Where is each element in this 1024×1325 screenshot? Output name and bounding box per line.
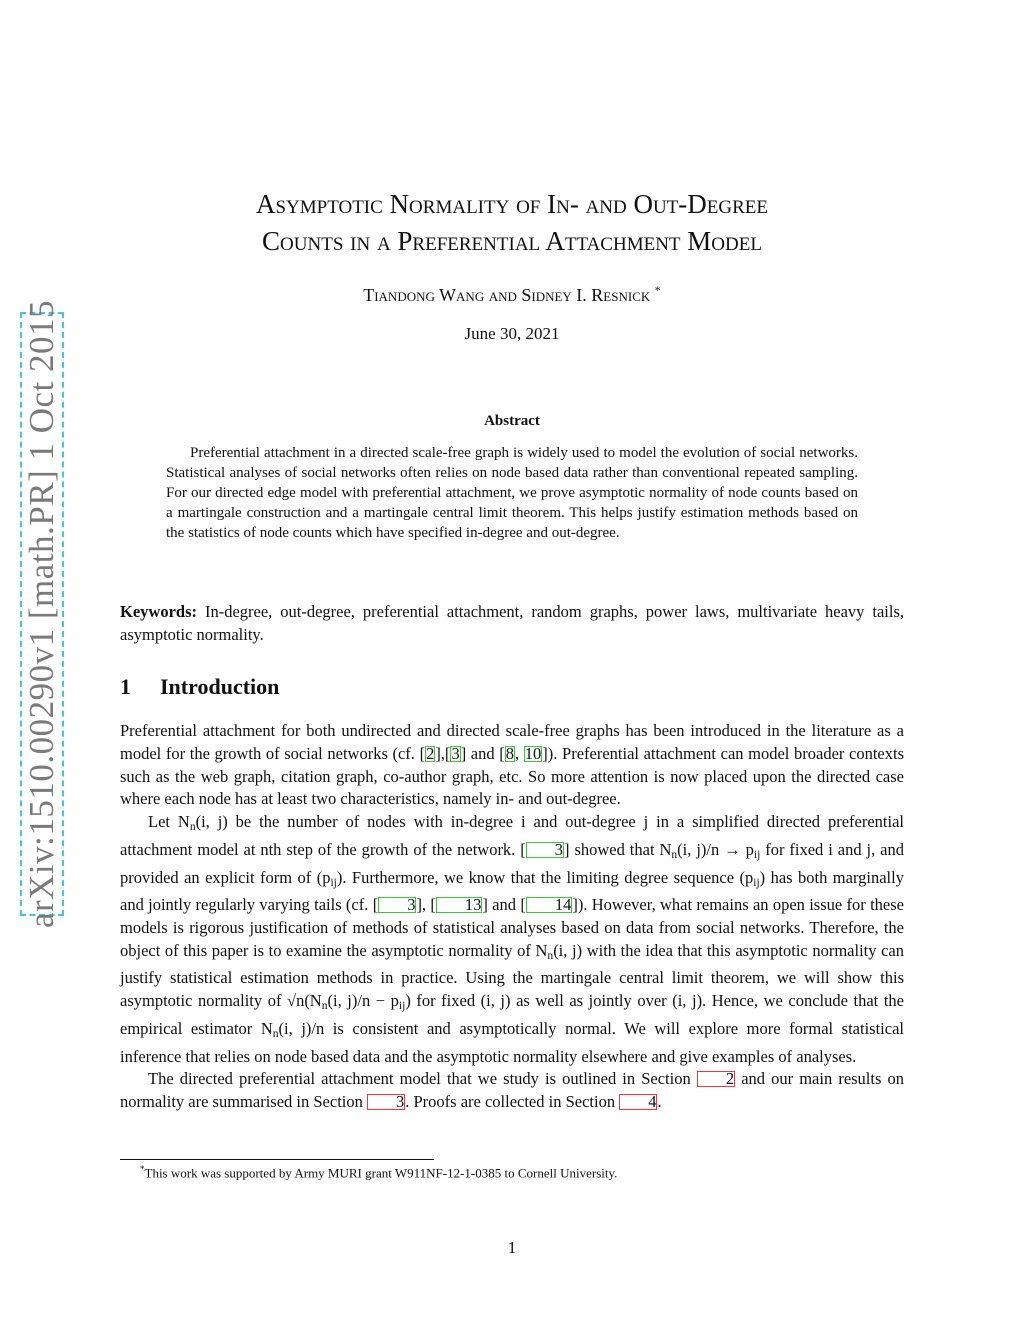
text-run: (i, j)/n is consistent and asymptotically normal. We will explore more formal statistical inference that relies on node based data and the asymptotic normality elsewhere and give examples of analyses. — [120, 1018, 904, 1066]
paragraph — [120, 1068, 904, 1114]
text-run: (i, j) with the idea that this asymptotic normality can justify statistical estimation methods in practice. Using the martingale central limit theorem, we will show this asymptotic normality of √n(N — [120, 940, 905, 1011]
text-run: for fixed i and j, and provided an explicit form of (p — [120, 839, 904, 887]
author-footnote-mark[interactable]: * — [654, 283, 661, 297]
author-names: Tiandong Wang and Sidney I. Resnick — [363, 285, 651, 305]
text-run: showed that N — [569, 839, 672, 859]
introduction-body — [120, 720, 904, 1114]
paragraph: Preferential attachment for both undirected and directed scale-free graphs has been introduced in the literature as a model for the growth of social networks (cf. [2],[3] and [8, 10]). Preferential attachment can model broader contexts such as the web graph, citation graph, co-author graph, etc. So more attention is now placed upon the directed case where each node has at least two characteristics, namely in- and out-degree. — [120, 721, 905, 809]
citation-link[interactable]: 3 — [526, 842, 564, 858]
section-link[interactable]: 2 — [697, 1071, 735, 1087]
text-run: ) for fixed (i, j) as well as jointly over (i, j). Hence, we conclude that the empirical estimator N — [120, 991, 904, 1038]
footnote-text: This work was supported by Army MURI grant W911NF-12-1-0385 to Cornell University. — [144, 1165, 618, 1181]
citation-link[interactable]: 3 — [451, 743, 460, 763]
citation-link[interactable]: 10 — [524, 743, 542, 763]
section-heading — [120, 674, 279, 700]
text-run: The directed preferential attachment model that we study is outlined in Section — [148, 1069, 697, 1089]
paper-title — [120, 186, 904, 260]
text-run: ). Furthermore, we know that the limiting degree sequence (p — [336, 867, 754, 887]
citation-link[interactable]: 8 — [505, 743, 515, 763]
citation-link[interactable]: 14 — [526, 897, 573, 913]
text-run: (i, j)/n − p — [327, 991, 399, 1011]
arxiv-stamp — [20, 299, 64, 929]
title-line-2: Counts in a Preferential Attachment Model — [262, 226, 762, 256]
paragraph: Let $N_n(i$, j) be the number of nodes with in-degree i and out-degree j in a simplified directed preferential attachment model at nth step of the growth of the network. [ 3] showed that $N_n(i$, $j)/n \to p_{ij}$ for fixed i and j, and provided an explicit form of $(p_{ij})$. Furthermore, we know that the limiting degree sequence $(p_{ij})$ has both marginally and jointly regularly varying tails (cf. [ 3], [ 13] and [ 14]). However, what remains an open issue for these models is rigorous justification of methods of statistical analyses based on data from social networks. Therefore, the object of this paper is to examine the asymptotic normality of $N_n(i$, j) with the idea that this asymptotic normality can justify statistical estimation methods in practice. Using the martingale central limit theorem, we will show this asymptotic normality of $√n(N_n(i$, $j)/n - p_{ij}$) for fixed (i, j) as well as jointly over (i, j). Hence, we conclude that the empirical estimator $N_n(i$, j)/n is consistent and asymptotically normal. We will explore more formal statistical inference that relies on node based data and the asymptotic normality elsewhere and give examples of analyses. — [120, 812, 905, 1066]
text-run: and our main results on normality are summarised in Section — [120, 1069, 905, 1112]
section-link[interactable]: 4 — [619, 1094, 657, 1110]
footnote-mark: * — [140, 1164, 145, 1174]
text-run: Preferential attachment for both undirected and directed scale-free graphs has been introduced in the literature as a model for the growth of social networks (cf. — [120, 721, 904, 763]
paper-date: June 30, 2021 — [464, 324, 560, 343]
footnote-rule — [120, 1159, 434, 1160]
footnote — [140, 1164, 617, 1181]
section-link[interactable]: 3 — [367, 1094, 405, 1110]
abstract-text: Preferential attachment in a directed scale-free graph is widely used to model the evolution of social networks. Statistical analyses of social networks often relies on node based data rather than conventional repeated sampling. For our directed edge model with preferential attachment, we prove asymptotic normality of node counts based on a martingale construction and a martingale central limit theorem. This helps justify estimation methods based on the statistics of node counts which have specified in-degree and out-degree. — [166, 445, 858, 541]
title-line-1: Asymptotic Normality of In- and Out-Degree — [255, 189, 769, 219]
text-run: . Proofs are collected in Section — [405, 1092, 620, 1112]
abstract-heading: Abstract — [484, 413, 540, 429]
citation-link[interactable]: 13 — [436, 897, 483, 913]
keywords-text: In-degree, out-degree, preferential attachment, random graphs, power laws, multivariate heavy tails, asymptotic normality. — [120, 602, 904, 644]
keywords — [120, 600, 904, 646]
text-run: ) has both marginally and jointly regularly varying tails (cf. — [120, 867, 904, 915]
authors — [120, 283, 904, 306]
section-title: Introduction — [160, 674, 280, 699]
keywords-label: Keywords: — [120, 602, 197, 621]
text-run: (i, j) be the number of nodes with in-degree i and out-degree j in a simplified directed preferential attachment model at nth step of the growth of the network. — [120, 812, 904, 859]
citation-link[interactable]: 3 — [378, 897, 416, 913]
citation-link[interactable]: 2 — [426, 743, 435, 763]
arxiv-identifier: arXiv:1510.00290v1 [math.PR] 1 Oct 2015 — [22, 299, 61, 929]
text-run: ). Preferential attachment can model broader contexts such as the web graph, citation graph, co-author graph, etc. So more attention is now placed upon the directed case where each node has at least two characteristics, namely in- and out-degree. — [120, 743, 905, 809]
section-number: 1 — [120, 674, 131, 699]
text-run: (i, j)/n → p — [677, 839, 754, 859]
text-run: Let N — [148, 812, 190, 832]
page-number: 1 — [507, 1238, 517, 1257]
text-run: ). However, what remains an open issue for these models is rigorous justification of methods of statistical analyses based on data from social networks. Therefore, the object of this paper is to examine the asymptotic normality of N — [120, 895, 904, 960]
text-run: . — [657, 1092, 662, 1112]
